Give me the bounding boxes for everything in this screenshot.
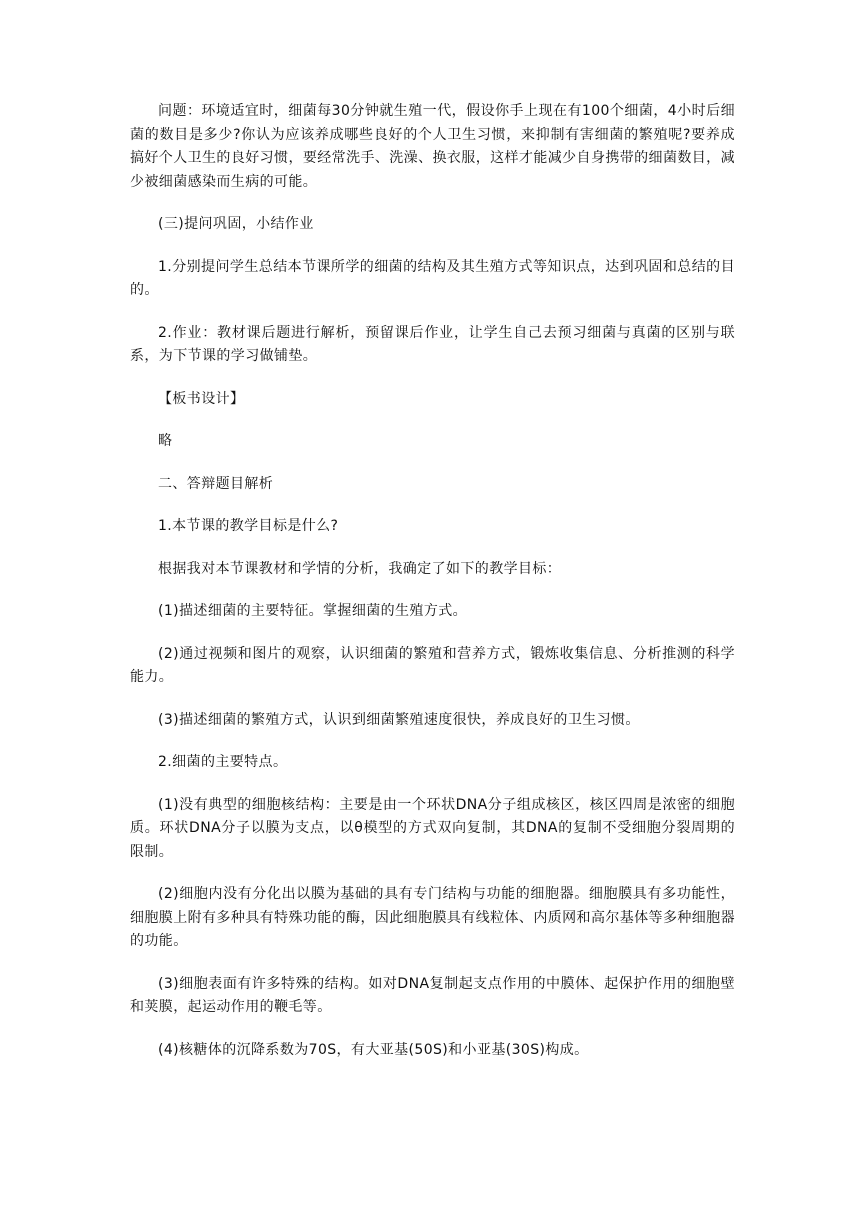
question-bacteria-features: 2.细菌的主要特点。 [158, 754, 288, 770]
paragraph-review-1: 1.分别提问学生总结本节课所学的细菌的结构及其生殖方式等知识点，达到巩固和总结的目的。 [130, 258, 735, 298]
question-teaching-goals: 1.本节课的教学目标是什么? [158, 518, 339, 534]
document-body [130, 100, 735, 1081]
paragraph-goals-intro: 根据我对本节课教材和学情的分析，我确定了如下的教学目标： [158, 560, 562, 577]
paragraph-board-omitted: 略 [158, 433, 173, 449]
heading-review-homework: (三)提问巩固，小结作业 [158, 216, 314, 232]
heading-defense-questions: 二、答辩题目解析 [158, 475, 274, 492]
feature-item-1: (1)没有典型的细胞核结构：主要是由一个环状DNA分子组成核区，核区四周是浓密的细胞质。环状DNA分子以膜为支点，以θ模型的方式双向复制，其DNA的复制不受细胞分裂周期的限制。 [130, 796, 735, 860]
feature-item-2: (2)细胞内没有分化出以膜为基础的具有专门结构与功能的细胞器。细胞膜具有多功能性，细胞膜上附有多种具有特殊功能的酶，因此细胞膜具有线粒体、内质网和高尔基体等多种细胞器的功能。 [130, 886, 735, 949]
goal-item-1: (1)描述细菌的主要特征。掌握细菌的生殖方式。 [158, 603, 468, 619]
feature-item-4: (4)核糖体的沉降系数为70S，有大亚基(50S)和小亚基(30S)构成。 [158, 1041, 589, 1058]
paragraph-homework-2: 2.作业：教材课后题进行解析，预留课后作业，让学生自己去预习细菌与真菌的区别与联系，为下节课的学习做铺垫。 [130, 324, 735, 364]
heading-board-design: 【板书设计】 [158, 390, 245, 407]
goal-item-2: (2)通过视频和图片的观察，认识细菌的繁殖和营养方式，锻炼收集信息、分析推测的科学能力。 [130, 645, 735, 685]
goal-item-3: (3)描述细菌的繁殖方式，认识到细菌繁殖速度很快，养成良好的卫生习惯。 [158, 711, 640, 728]
feature-item-3: (3)细胞表面有许多特殊的结构。如对DNA复制起支点作用的中膜体、起保护作用的细胞壁和荚膜，起运动作用的鞭毛等。 [130, 975, 735, 1015]
paragraph-bacteria-question: 问题：环境适宜时，细菌每30分钟就生殖一代，假设你手上现在有100个细菌，4小时后细菌的数目是多少?你认为应该养成哪些良好的个人卫生习惯，来抑制有害细菌的繁殖呢?要养成搞好个人卫生的良好习惯，要经常洗手、洗澡、换衣服，这样才能减少自身携带的细菌数目，减少被细菌感染而生病的可能。 [130, 103, 735, 190]
